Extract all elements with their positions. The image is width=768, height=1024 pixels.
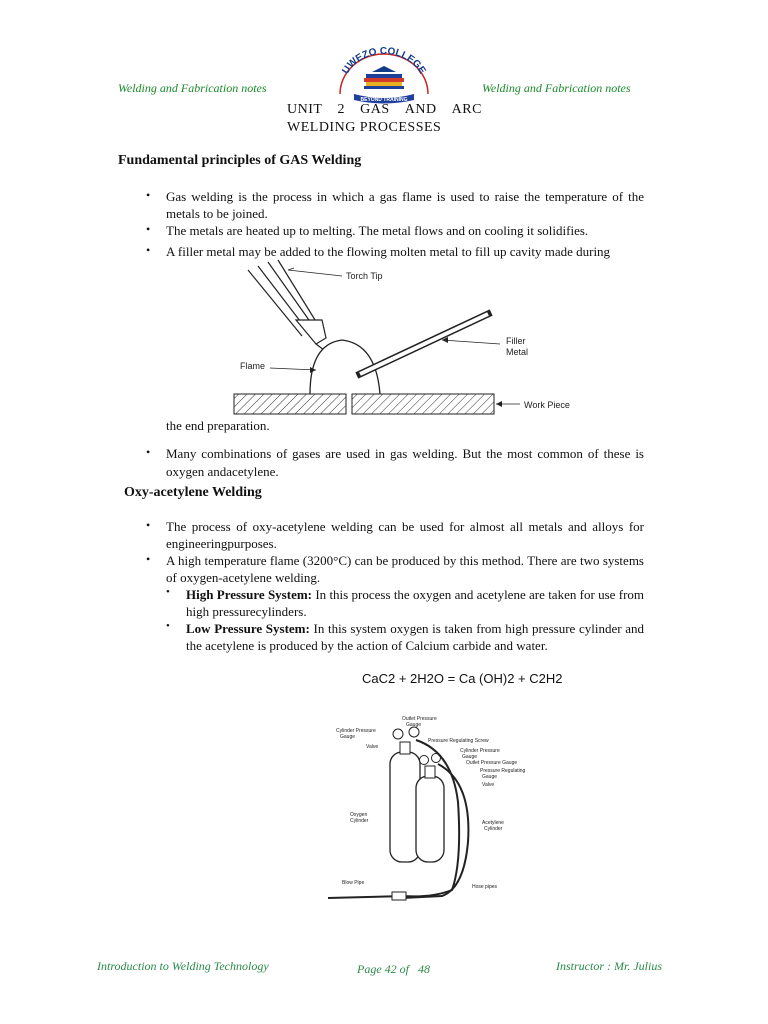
label-flame: Flame: [240, 361, 266, 371]
title-word: AND: [404, 102, 437, 117]
label-regulating-gauge-2: Gauge: [482, 774, 498, 780]
label-filler-2: Metal: [506, 347, 529, 357]
unit-title-line1: [287, 102, 482, 118]
logo-text: UWEZO COLLEGE: [340, 45, 428, 77]
label-regulating-screw: Pressure Regulating Screw: [428, 738, 489, 744]
footer-left-text: Introduction to Welding Technology: [97, 959, 269, 973]
label-acetylene-1: Acetylene: [482, 820, 504, 826]
label-outlet-gauge-1: Outlet Pressure: [402, 716, 437, 722]
label-work-piece: Work Piece: [524, 400, 570, 410]
title-word: GAS: [360, 102, 390, 117]
title-word: 2: [337, 102, 346, 117]
label-oxygen-1: Oxygen: [350, 812, 368, 818]
label-hose-pipes: Hose pipes: [472, 884, 498, 890]
unit-title-line2: WELDING PROCESSES: [287, 120, 442, 135]
title-word: ARC: [451, 102, 482, 117]
header-left-text: Welding and Fabrication notes: [118, 81, 267, 95]
header-right-text: Welding and Fabrication notes: [482, 81, 631, 95]
label-outlet-gauge-2: Gauge: [406, 722, 422, 728]
label-outlet-gauge-r: Outlet Pressure Gauge: [466, 760, 518, 766]
logo-ribbon-text: BEYOND TRAINING: [360, 97, 408, 103]
section-heading-gas-welding: Fundamental principles of GAS Welding: [118, 153, 362, 168]
title-word: UNIT: [287, 102, 323, 117]
section-heading-oxy-acetylene: Oxy-acetylene Welding: [124, 485, 262, 500]
label-cyl-gauge-2: Gauge: [340, 734, 356, 740]
label-acetylene-2: Cylinder: [484, 826, 503, 832]
chemical-formula: CaC2 + 2H2O = Ca (OH)2 + C2H2: [362, 671, 563, 686]
label-regulating-gauge-1: Pressure Regulating: [480, 768, 526, 774]
page-number: Page 42 of 48: [357, 962, 430, 976]
label-filler-1: Filler: [506, 336, 526, 346]
label-cyl-gauge-r1: Cylinder Pressure: [460, 748, 500, 754]
label-oxygen-2: Cylinder: [350, 818, 369, 824]
oxy-acetylene-equipment-diagram: [322, 712, 562, 908]
college-logo: [334, 44, 434, 106]
label-blow-pipe: Blow Pipe: [342, 880, 365, 886]
label-cyl-gauge-1: Cylinder Pressure: [336, 728, 376, 734]
label-valve-right: Valve: [482, 782, 495, 788]
label-torch-tip: Torch Tip: [346, 271, 383, 281]
gas-welding-diagram: [230, 258, 580, 418]
footer-right-text: Instructor : Mr. Julius: [556, 959, 662, 973]
label-cyl-gauge-r2: Gauge: [462, 754, 478, 760]
label-valve-left: Valve: [366, 744, 379, 750]
bullet3-continuation: the end preparation.: [166, 418, 270, 433]
